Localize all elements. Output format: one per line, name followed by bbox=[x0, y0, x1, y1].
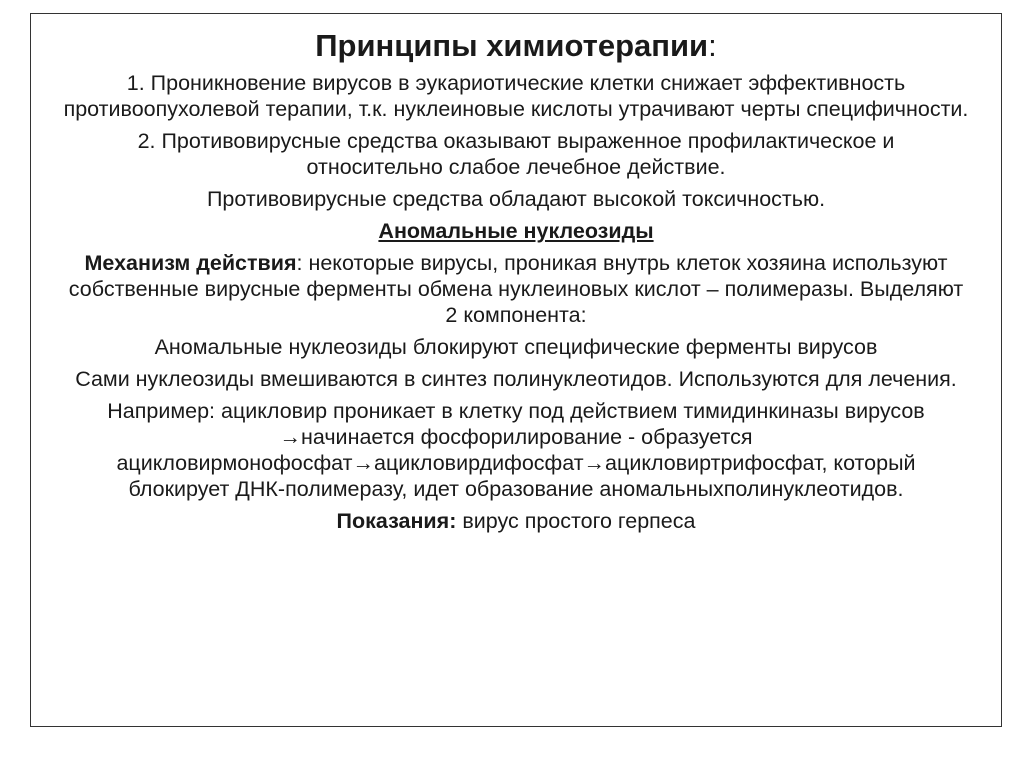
paragraph-indications bbox=[43, 508, 989, 534]
paragraph-antiviral-effect: 2. Противовирусные средства оказывают выраженное профилактическое и относительно слабое лечебное действие. bbox=[137, 129, 895, 179]
slide-frame bbox=[30, 13, 1002, 727]
paragraph-example-acyclovir: Например: ацикловир проникает в клетку под действием тимидинкиназы вирусов →начинается фосфорилирование - образуется ацикловирмонофосфат→ацикловирдифосфат→ацикловиртрифосфат, который блокирует ДНК-полимеразу, идет образование аномальныхполинуклеотидов. bbox=[107, 399, 925, 501]
mechanism-text: : некоторые вирусы, проникая внутрь клеток хозяина используют собственные вирусные ферменты обмена нуклеиновых кислот – полимеразы. Выделяют 2 компонента: bbox=[68, 251, 964, 327]
paragraph-nucleoside-synthesis: Сами нуклеозиды вмешиваются в синтез полинуклеотидов. Используются для лечения. bbox=[75, 367, 957, 391]
section-subheading: Аномальные нуклеозиды bbox=[378, 219, 654, 243]
paragraph-mechanism bbox=[43, 250, 989, 328]
paragraph-abnormal-nucleosides: Аномальные нуклеозиды блокируют специфические ферменты вирусов bbox=[154, 335, 878, 359]
slide-content bbox=[43, 28, 989, 540]
slide-title-text: Принципы химиотерапии bbox=[315, 28, 709, 63]
slide-title-colon: : bbox=[708, 28, 717, 63]
paragraph-toxicity: Противовирусные средства обладают высокой токсичностью. bbox=[206, 187, 826, 211]
indications-text: вирус простого герпеса bbox=[456, 509, 696, 533]
mechanism-label: Механизм действия bbox=[84, 251, 297, 275]
slide-title bbox=[43, 28, 989, 64]
paragraph-penetration: 1. Проникновение вирусов в эукариотические клетки снижает эффективность противоопухолевой терапии, т.к. нуклеиновые кислоты утрачивают черты специфичности. bbox=[63, 71, 969, 121]
indications-label: Показания: bbox=[336, 509, 457, 533]
